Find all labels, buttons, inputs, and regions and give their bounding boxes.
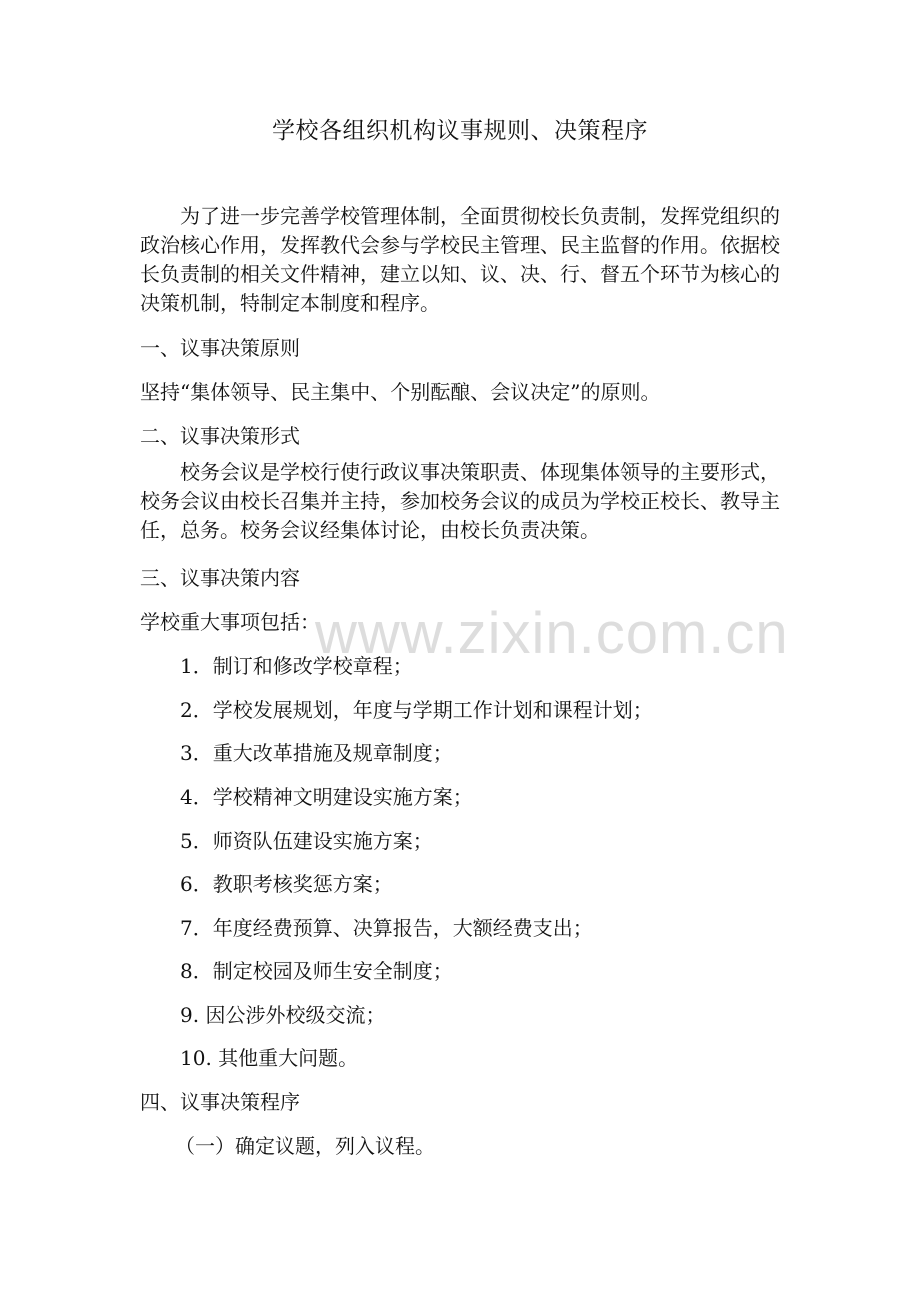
list-item: 10. 其他重大问题。 (180, 1046, 359, 1070)
section-heading-content: 三、议事决策内容 (140, 566, 300, 590)
section-body-form: 校务会议是学校行使行政议事决策职责、体现集体领导的主要形式，校务会议由校长召集并主持，参加校务会议的成员为学校正校长、教导主任，总务。校务会议经集体讨论，由校长负责决策。 (140, 460, 780, 542)
watermark: www.zixin.com.cn (315, 601, 789, 666)
section-heading-procedure: 四、议事决策程序 (140, 1090, 300, 1114)
list-item: 8．制定校园及师生安全制度； (180, 959, 453, 983)
section-body-principles: 坚持“集体领导、民主集中、个别酝酿、会议决定”的原则。 (140, 380, 661, 404)
list-item: 3．重大改革措施及规章制度； (180, 741, 453, 765)
list-item: 5．师资队伍建设实施方案； (180, 829, 433, 853)
list-item: 1．制订和修改学校章程； (180, 654, 413, 678)
list-item: 4．学校精神文明建设实施方案； (180, 785, 473, 809)
section-body-content: 学校重大事项包括： (140, 610, 320, 634)
list-item: 7．年度经费预算、决算报告，大额经费支出； (180, 916, 593, 940)
section-heading-form: 二、议事决策形式 (140, 424, 300, 448)
procedure-subitem: （一）确定议题，列入议程。 (175, 1134, 435, 1158)
intro-paragraph: 为了进一步完善学校管理体制，全面贯彻校长负责制，发挥党组织的政治核心作用，发挥教代会参与学校民主管理、民主监督的作用。依据校长负责制的相关文件精神，建立以知、议、决、行、督五个环节为核心的决策机制，特制定本制度和程序。 (140, 204, 780, 315)
list-item: 2．学校发展规划，年度与学期工作计划和课程计划； (180, 698, 653, 722)
list-item: 6．教职考核奖惩方案； (180, 872, 393, 896)
document-title: 学校各组织机构议事规则、决策程序 (272, 118, 648, 144)
section-heading-principles: 一、议事决策原则 (140, 336, 300, 360)
list-item: 9. 因公涉外校级交流； (180, 1003, 386, 1027)
